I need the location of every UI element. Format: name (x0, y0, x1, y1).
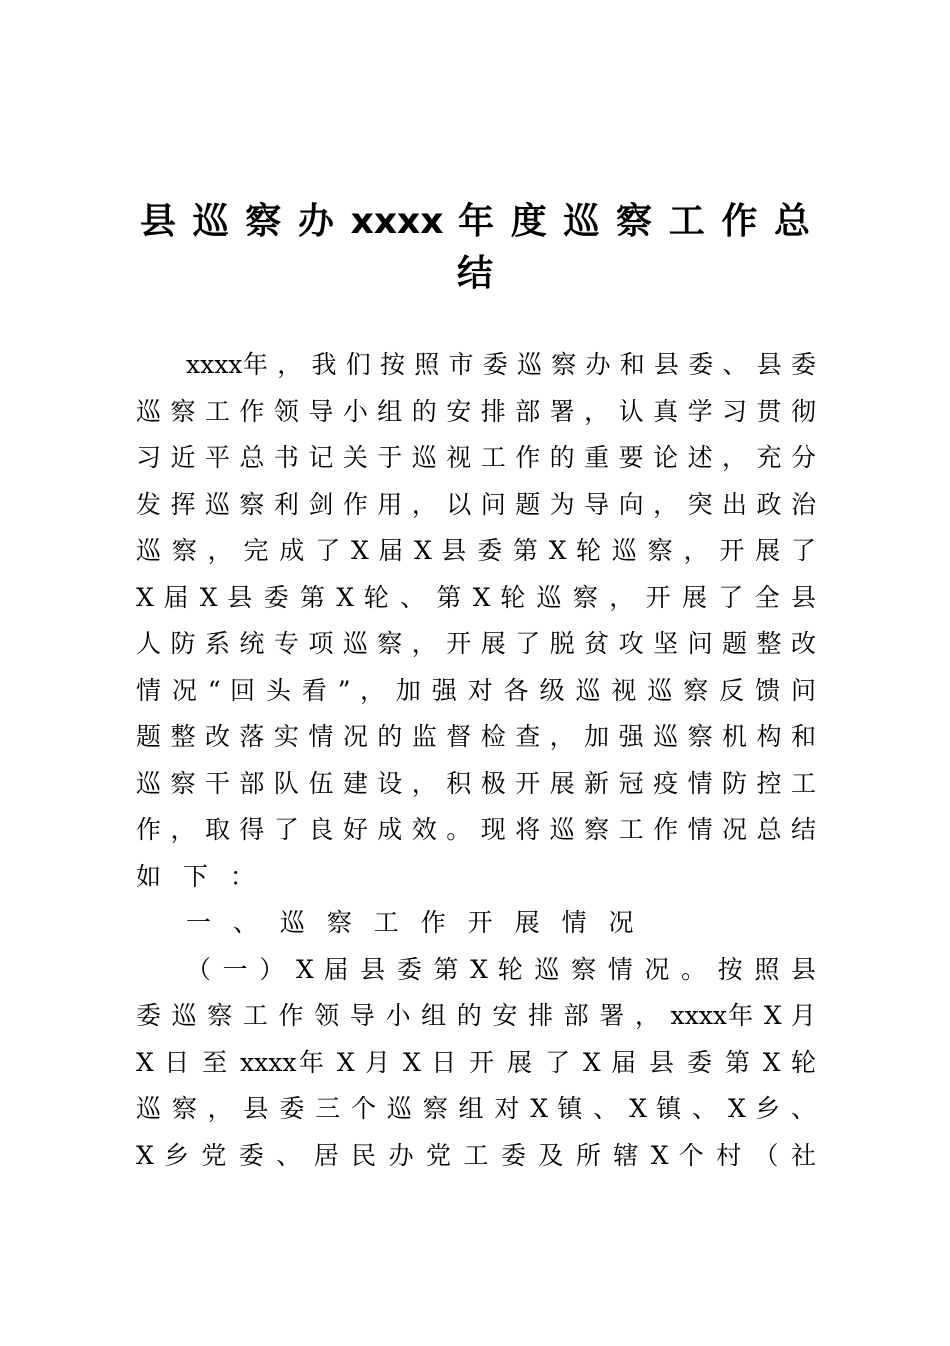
paragraph-1-line: 如 下 ： (136, 861, 262, 891)
paragraph-2-line: （ 一 ） X 届 县 委 第 X 轮 巡 察 情 况 。 按 照 县 (186, 954, 816, 984)
paragraph-1-line: X 届 X 县 委 第 X 轮 、 第 X 轮 巡 察 ， 开 展 了 全 县 (136, 582, 816, 612)
paragraph-1-line: 巡 察 ， 完 成 了 X 届 X 县 委 第 X 轮 巡 察 ， 开 展 了 (136, 536, 816, 565)
title-line-1: 县 巡 察 办 xxxx 年 度 巡 察 工 作 总 (140, 201, 810, 242)
paragraph-1-line: 发 挥 巡 察 利 剑 作 用 ， 以 问 题 为 导 向 ， 突 出 政 治 (136, 489, 816, 519)
paragraph-1-line: 题 整 改 落 实 情 况 的 监 督 检 查 ， 加 强 巡 察 机 构 和 (136, 722, 816, 751)
paragraph-1-line: 情 况 “ 回 头 看 ” ， 加 强 对 各 级 巡 视 巡 察 反 馈 问 (136, 675, 816, 705)
paragraph-1-line: 作 ， 取 得 了 良 好 成 效 。 现 将 巡 察 工 作 情 况 总 结 (136, 815, 816, 844)
paragraph-2-line: X 乡 党 委 、 居 民 办 党 工 委 及 所 辖 X 个 村 （ 社 (136, 1140, 816, 1170)
paragraph-1-line: 巡 察 工 作 领 导 小 组 的 安 排 部 署 ， 认 真 学 习 贯 彻 (136, 396, 816, 426)
document-title (140, 196, 810, 300)
document-body (136, 342, 816, 1179)
paragraph-1-line: 习 近 平 总 书 记 关 于 巡 视 工 作 的 重 要 论 述 ， 充 分 (136, 443, 816, 472)
section-heading: 一 、 巡 察 工 作 开 展 情 况 (186, 908, 641, 937)
paragraph-1-line: xxxx年 ， 我 们 按 照 市 委 巡 察 办 和 县 委 、 县 委 (186, 350, 816, 379)
paragraph-2-line: 巡 察 ， 县 委 三 个 巡 察 组 对 X 镇 、 X 镇 、 X 乡 、 (136, 1094, 816, 1123)
paragraph-2-line: 委 巡 察 工 作 领 导 小 组 的 安 排 部 署 ， xxxx年 X 月 (136, 1001, 816, 1030)
paragraph-1-line: 巡 察 干 部 队 伍 建 设 ， 积 极 开 展 新 冠 疫 情 防 控 工 (136, 768, 816, 798)
title-line-2: 结 (456, 253, 493, 294)
paragraph-2-line: X 日 至 xxxx年 X 月 X 日 开 展 了 X 届 县 委 第 X 轮 (136, 1047, 816, 1077)
paragraph-1-line: 人 防 系 统 专 项 巡 察 ， 开 展 了 脱 贫 攻 坚 问 题 整 改 (136, 629, 816, 658)
